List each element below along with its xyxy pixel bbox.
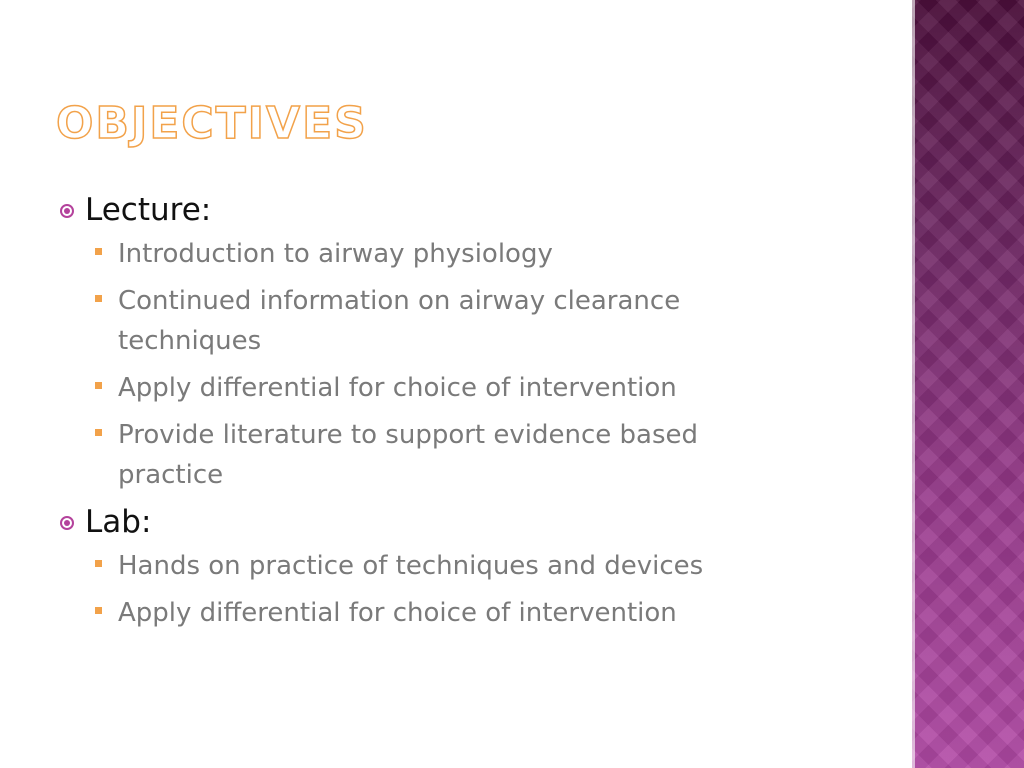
- square-bullet-icon: [95, 248, 102, 255]
- sub-list: [60, 546, 800, 633]
- list-item: [95, 546, 800, 586]
- sub-list: [60, 234, 800, 495]
- section-label: Lecture:: [85, 192, 212, 228]
- list-item-text: Hands on practice of techniques and devices: [118, 551, 704, 581]
- list-item: [95, 415, 800, 495]
- list-item-text: Apply differential for choice of intervention: [118, 598, 677, 628]
- decorative-side-band: [912, 0, 1024, 768]
- level1-item: [60, 190, 800, 230]
- bullet-list: [60, 190, 800, 640]
- section-lecture: [60, 190, 800, 495]
- square-bullet-icon: [95, 560, 102, 567]
- list-item: [95, 234, 800, 274]
- list-item-text: Apply differential for choice of intervention: [118, 373, 677, 403]
- slide-title: OBJECTIVES: [56, 98, 368, 149]
- section-label: Lab:: [85, 504, 152, 540]
- list-item: [95, 368, 800, 408]
- square-bullet-icon: [95, 607, 102, 614]
- level1-item: [60, 502, 800, 542]
- circle-bullet-icon: [60, 204, 74, 218]
- section-lab: [60, 502, 800, 633]
- list-item-text: Introduction to airway physiology: [118, 239, 553, 269]
- list-item-text: Provide literature to support evidence based practice: [118, 420, 699, 490]
- square-bullet-icon: [95, 382, 102, 389]
- square-bullet-icon: [95, 295, 102, 302]
- list-item: [95, 281, 800, 361]
- list-item: [95, 593, 800, 633]
- circle-bullet-icon: [60, 516, 74, 530]
- list-item-text: Continued information on airway clearance techniques: [118, 286, 681, 356]
- square-bullet-icon: [95, 429, 102, 436]
